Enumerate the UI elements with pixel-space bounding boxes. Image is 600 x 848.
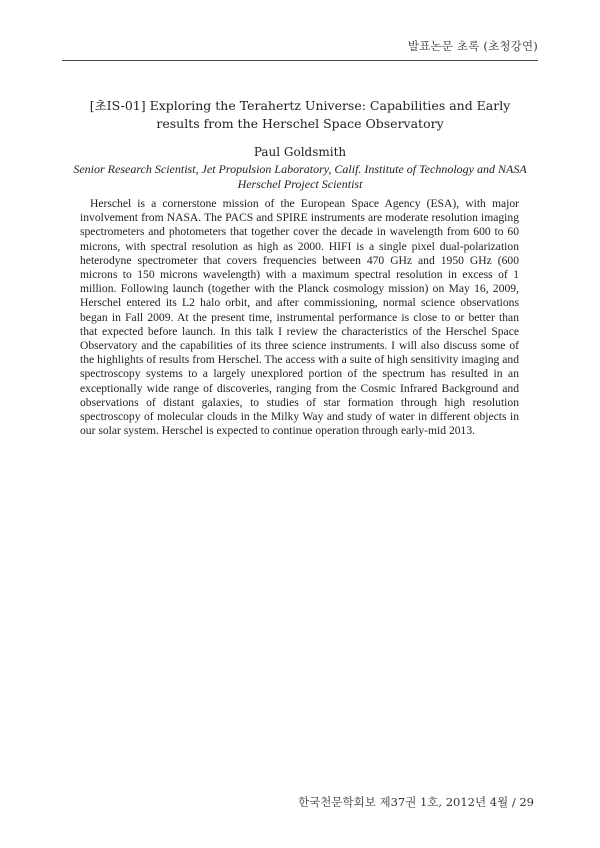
paper-title: [초IS-01] Exploring the Terahertz Universe: Capabilities and Early results from the Herschel Space Observatory [89,98,511,131]
author-name: Paul Goldsmith [253,145,347,159]
author-affiliation: Senior Research Scientist, Jet Propulsion Laboratory, Calif. Institute of Technology and NASA Herschel Project Scientist [73,162,527,191]
abstract-body: Herschel is a cornerstone mission of the European Space Agency (ESA), with major involvement from NASA. The PACS and SPIRE instruments are moderate resolution imaging spectrometers and photometers that together cover the decade in wavelength from 600 to 60 microns, with spectral resolution as high as 2000. HIFI is a single pixel dual-polarization heterodyne spectrometer that covers frequencies between 470 GHz and 1950 GHz (600 microns to 150 microns wavelength) with a maximum spectral resolution in excess of 1 million. Following launch (together with the Planck cosmology mission) on May 16, 2009, Herschel entered its L2 halo orbit, and after commissioning, normal science observations began in Fall 2009. At the present time, instrumental performance is close to or better than that expected before launch. In this talk I review the characteristics of the Herschel Space Observatory and the capabilities of its three science instruments. I will also discuss some of the highlights of results from Herschel. The access with a suite of high sensitivity imaging and spectroscopy systems to a largely unexplored portion of the spectrum has resulted in an exceptionally wide range of discoveries, ranging from the Cosmic Infrared Background and observations of distant galaxies, to studies of star formation through high resolution spectroscopy of molecular clouds in the Milky Way and study of water in different objects in our solar system. Herschel is expected to continue operation through early-mid 2013. [80,197,519,438]
running-header: 발표논문 초록 (초청강연) [407,39,538,53]
header-rule [62,60,538,61]
page-footer: 한국천문학회보 제37권 1호, 2012년 4월 / 29 [298,795,534,809]
